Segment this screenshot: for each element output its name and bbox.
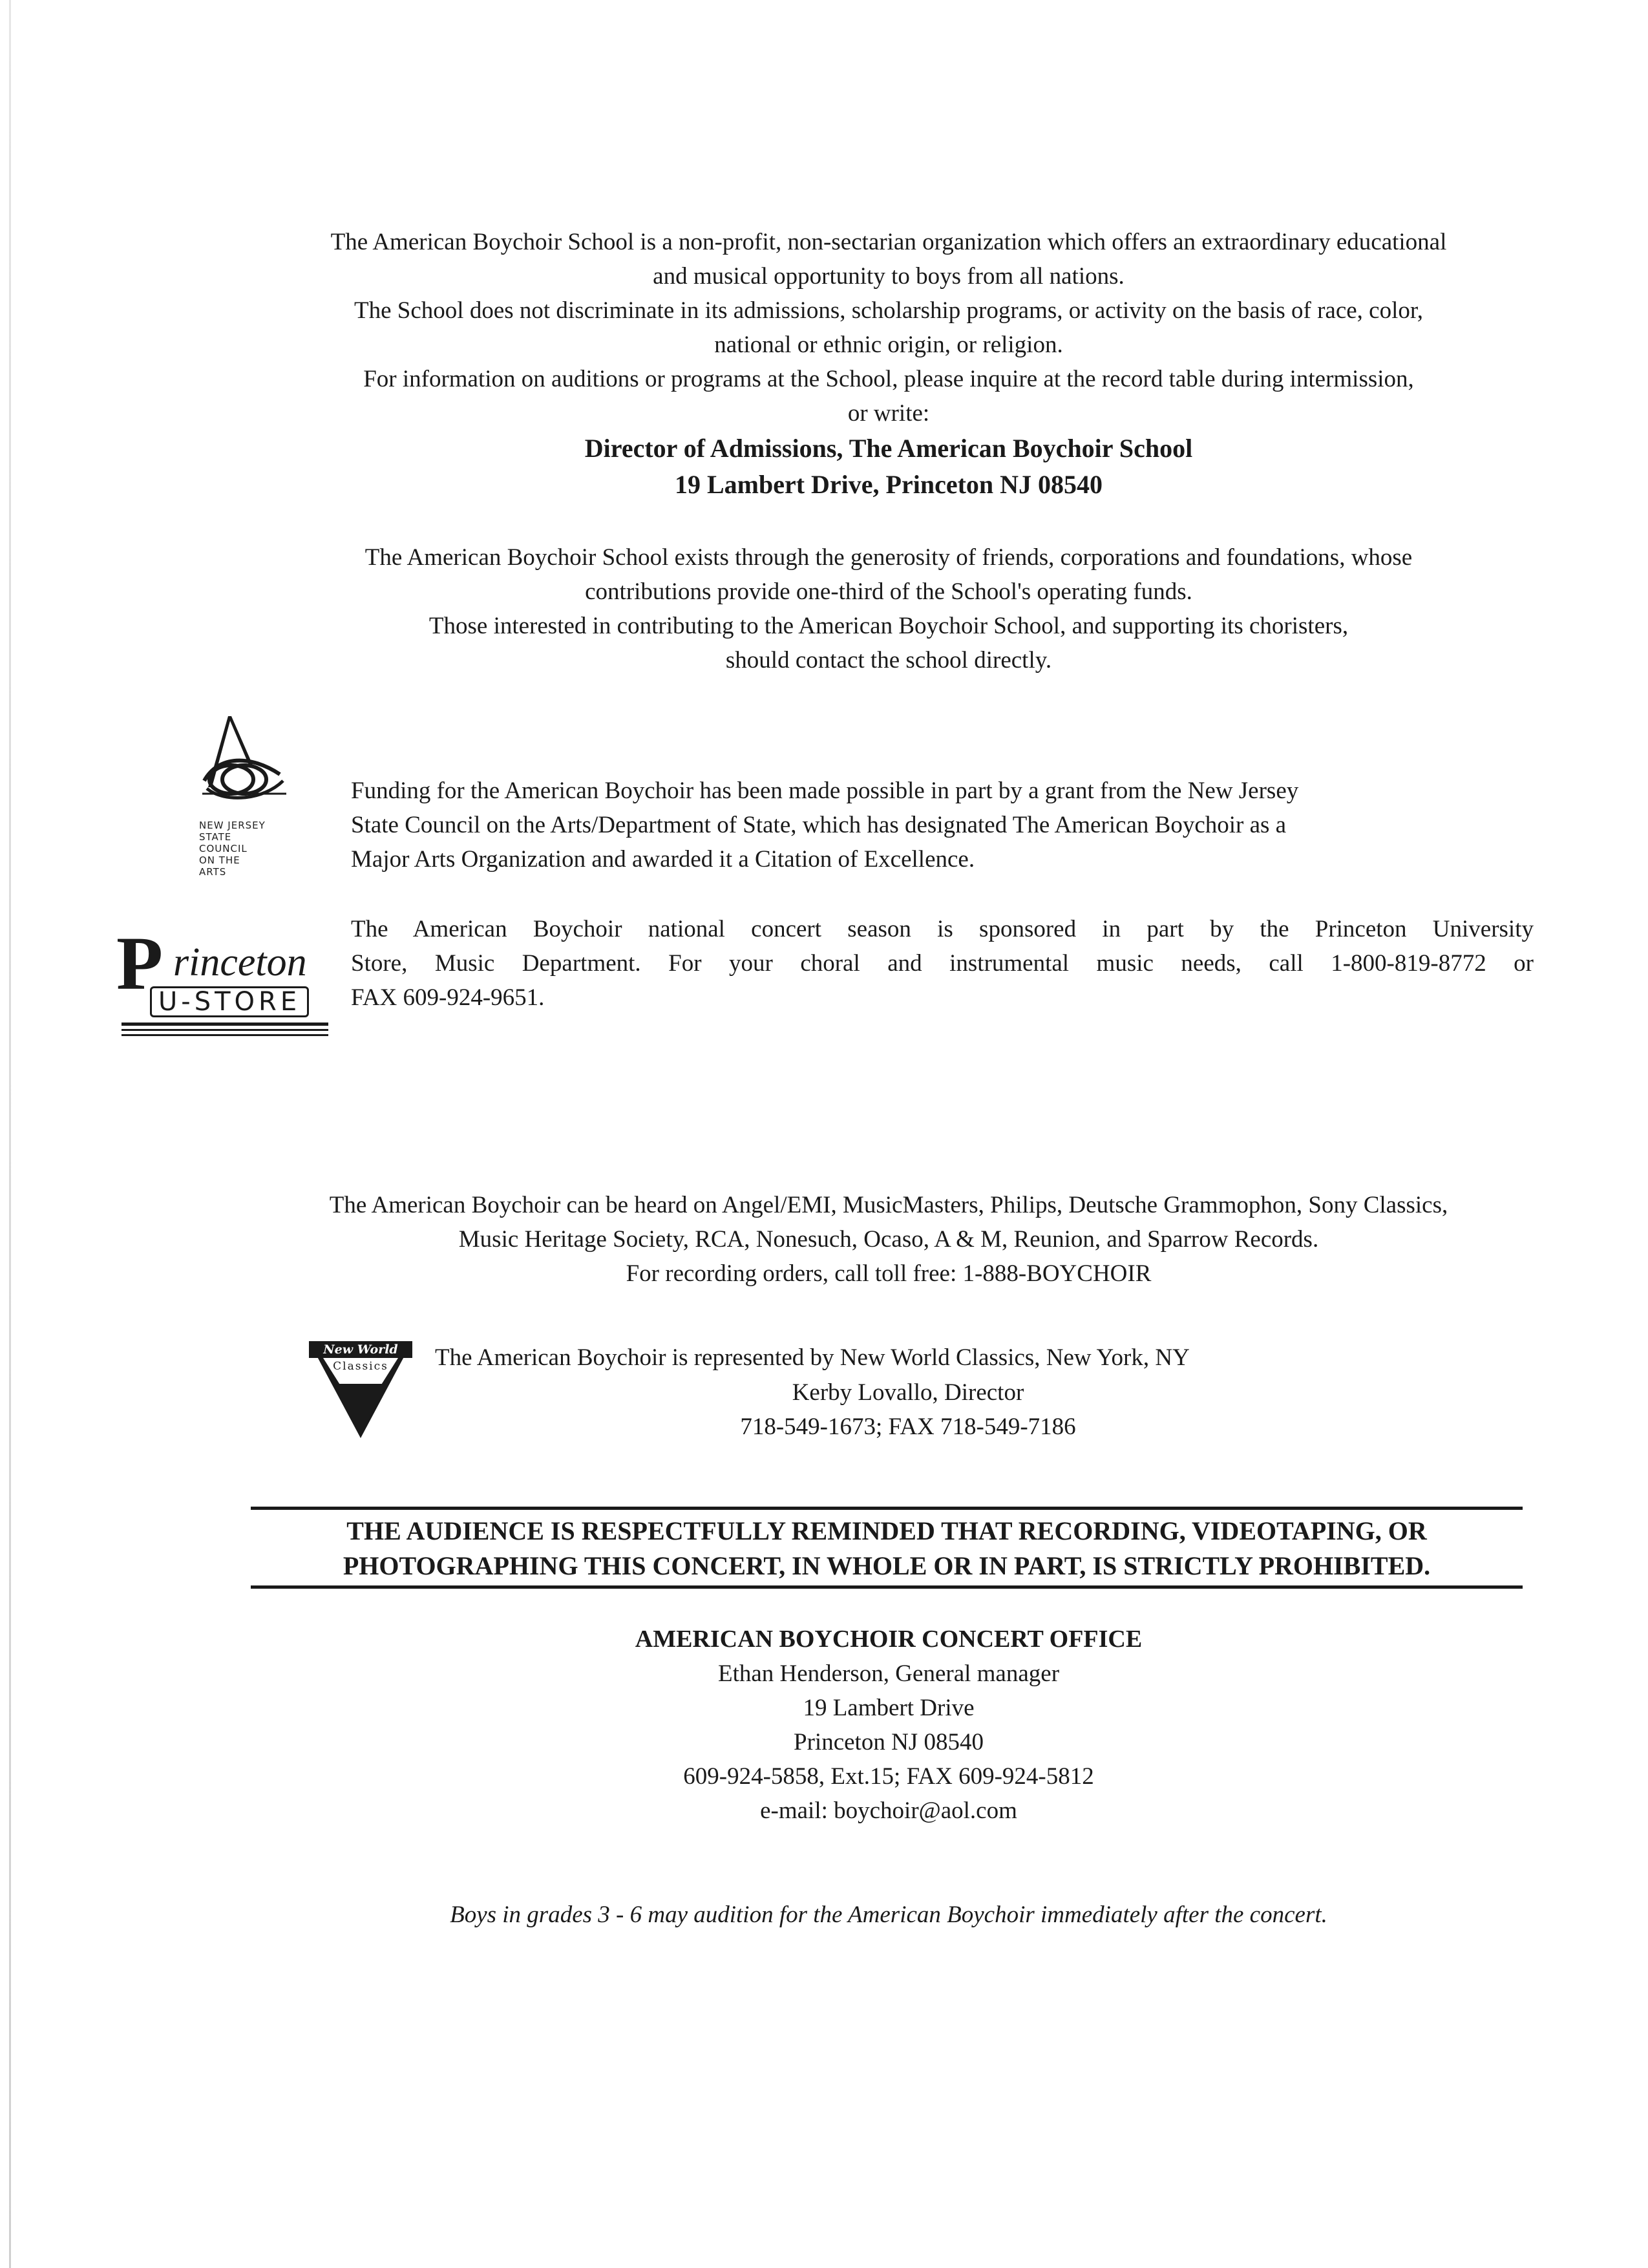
contributions-line: contributions provide one-third of the School's operating funds. [585, 578, 1192, 605]
nj-state-council-arts-logo [199, 716, 309, 897]
nj-arts-emblem-icon [199, 716, 290, 813]
contributions-line: should contact the school directly. [725, 647, 1052, 673]
princeton-logo-letter: P [116, 921, 164, 1006]
contributions-line: Those interested in contributing to the American Boychoir School, and supporting its choristers, [428, 613, 1349, 639]
funding-nj-paragraph [351, 774, 1534, 876]
concert-office-block [323, 1622, 1454, 1828]
contributions-line: The American Boychoir School exists through the generosity of friends, corporations and foundations, whose [364, 544, 1413, 571]
funding-nj-line: Funding for the American Boychoir has been made possible in part by a grant from the New Jersey [351, 778, 1299, 804]
concert-office-line: Ethan Henderson, General manager [717, 1660, 1060, 1687]
concert-office-line: 19 Lambert Drive [803, 1695, 975, 1721]
nj-logo-text [199, 820, 309, 878]
recordings-line: Music Heritage Society, RCA, Nonesuch, Ocaso, A & M, Reunion, and Sparrow Records. [458, 1226, 1319, 1253]
funding-nj-line: State Council on the Arts/Department of State, which has designated The American Boychoir as a [351, 812, 1287, 838]
intro-paragraph [194, 225, 1583, 503]
nj-logo-text-line: STATE [199, 831, 232, 843]
funding-nj-line: Major Arts Organization and awarded it a Citation of Excellence. [351, 846, 975, 873]
nj-logo-text-line: NEW JERSEY [199, 820, 266, 831]
nwc-logo-band: New World [309, 1341, 412, 1358]
admissions-address-line: 19 Lambert Drive, Princeton NJ 08540 [674, 470, 1103, 499]
representation-line: Kerby Lovallo, Director [792, 1379, 1024, 1406]
contributions-paragraph [194, 540, 1583, 677]
intro-line: The School does not discriminate in its admissions, scholarship programs, or activity on the basis of race, color, [354, 297, 1423, 324]
funding-pu-line: FAX 609-924-9651. [351, 984, 545, 1011]
princeton-logo-word: rinceton [173, 940, 307, 984]
princeton-logo-store: U-STORE [150, 986, 309, 1017]
nj-logo-text-line: ARTS [199, 866, 227, 878]
audition-note: Boys in grades 3 - 6 may audition for the American Boychoir immediately after the concert. [450, 1902, 1327, 1928]
representation-contact [452, 1375, 1364, 1444]
representation-line: 718-549-1673; FAX 718-549-7186 [740, 1414, 1076, 1440]
representation-line: The American Boychoir is represented by New World Classics, New York, NY [435, 1344, 1190, 1371]
admissions-address-line: Director of Admissions, The American Boychoir School [584, 434, 1193, 463]
notice-rule-top [251, 1507, 1523, 1510]
funding-pu-line: The American Boychoir national concert season is sponsored in part by the Princeton University [351, 916, 1534, 942]
intro-line: For information on auditions or programs at the School, please inquire at the record table during intermission, [363, 366, 1414, 392]
notice-rule-bottom [251, 1585, 1523, 1589]
funding-pu-line: Store, Music Department. For your choral and instrumental music needs, call 1-800-819-8772 or [351, 950, 1534, 977]
nj-logo-text-line: COUNCIL [199, 843, 248, 854]
concert-office-line: 609-924-5858, Ext.15; FAX 609-924-5812 [683, 1763, 1094, 1790]
notice-line: PHOTOGRAPHING THIS CONCERT, IN WHOLE OR IN PART, IS STRICTLY PROHIBITED. [343, 1551, 1431, 1580]
recordings-paragraph [194, 1188, 1583, 1291]
intro-line: or write: [847, 400, 930, 427]
funding-pu-paragraph [351, 912, 1534, 1015]
page-edge [9, 0, 11, 2268]
princeton-logo-rule [121, 1034, 328, 1036]
recordings-line: For recording orders, call toll free: 1-888-BOYCHOIR [626, 1260, 1152, 1287]
nj-logo-text-line: ON THE [199, 854, 240, 866]
notice-line: THE AUDIENCE IS RESPECTFULLY REMINDED THAT RECORDING, VIDEOTAPING, OR [346, 1516, 1427, 1545]
princeton-logo-rule [121, 1029, 328, 1031]
nwc-logo-sub: Classics [333, 1360, 388, 1373]
intro-line: and musical opportunity to boys from all nations. [653, 263, 1125, 290]
concert-office-title: AMERICAN BOYCHOIR CONCERT OFFICE [635, 1626, 1143, 1653]
princeton-logo-rule [121, 1023, 328, 1026]
recording-prohibited-notice [251, 1514, 1523, 1584]
recordings-line: The American Boychoir can be heard on Angel/EMI, MusicMasters, Philips, Deutsche Grammophon, Sony Classics, [329, 1192, 1448, 1218]
new-world-classics-logo [309, 1341, 412, 1445]
concert-office-line: Princeton NJ 08540 [794, 1729, 984, 1755]
intro-line: The American Boychoir School is a non-profit, non-sectarian organization which offers an extraordinary educational [330, 229, 1447, 255]
intro-line: national or ethnic origin, or religion. [714, 332, 1063, 358]
princeton-u-store-logo [116, 921, 336, 1041]
concert-office-email: e-mail: boychoir@aol.com [760, 1797, 1017, 1824]
